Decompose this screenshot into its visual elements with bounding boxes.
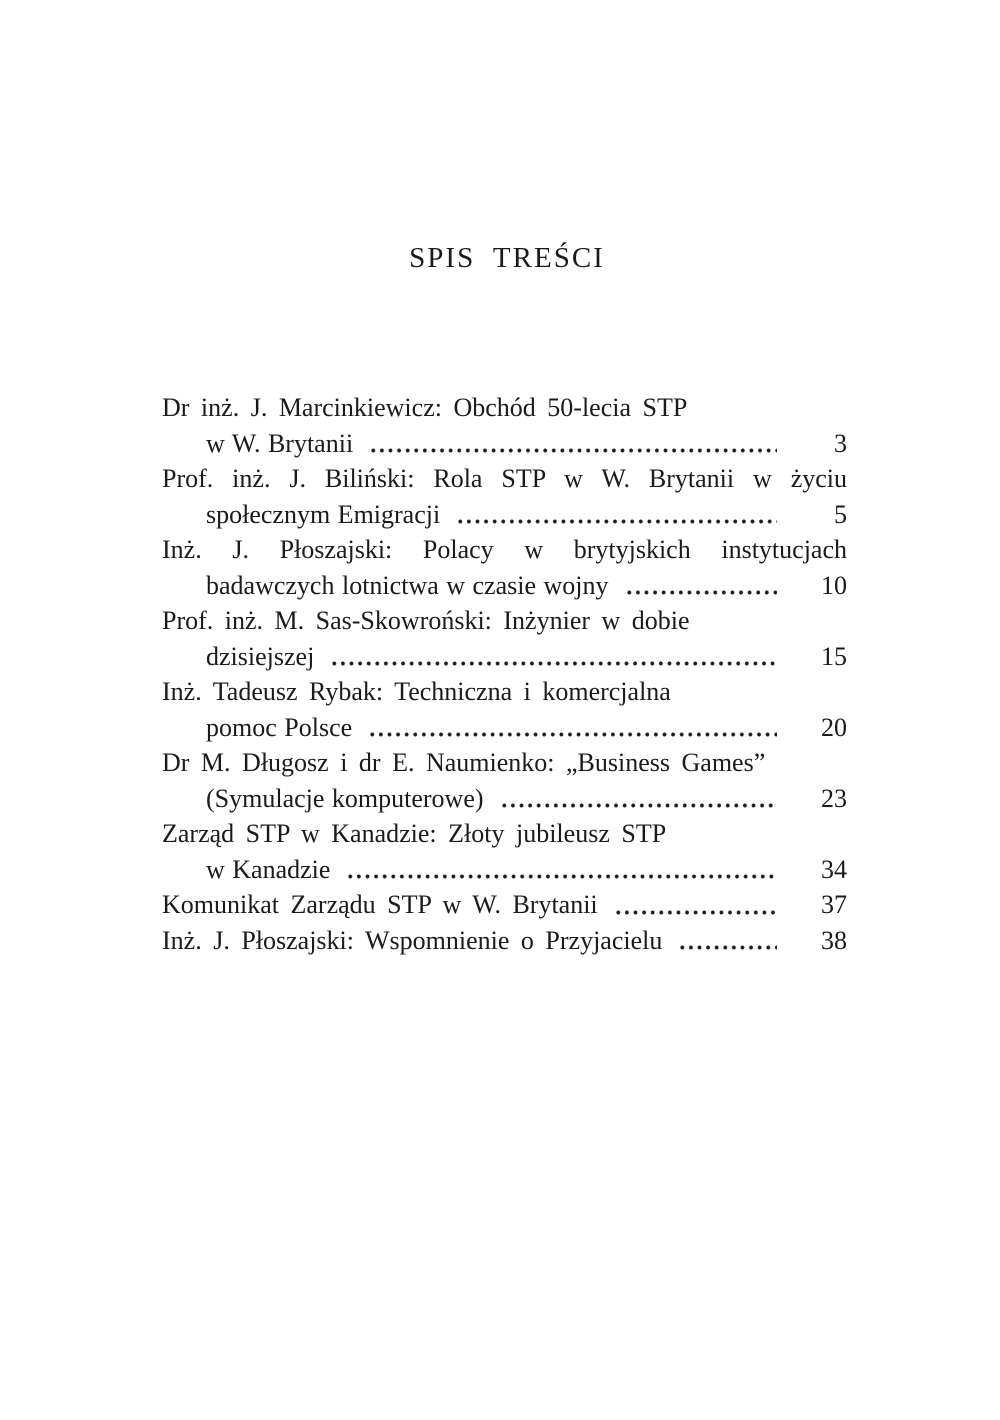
page-number: 37	[821, 890, 847, 919]
toc-entry-text: w W. Brytanii	[206, 428, 354, 458]
toc-entry-text: Inż. J. Płoszajski: Wspomnienie o Przyjacielu	[162, 925, 663, 955]
dot-leader	[344, 852, 777, 888]
toc-entry-text: Zarząd STP w Kanadzie: Złoty jubileusz STP	[162, 819, 667, 848]
dot-leader	[676, 923, 777, 959]
toc-line	[162, 426, 847, 462]
dot-leader	[623, 568, 777, 604]
toc-entry-text: społecznym Emigracji	[206, 499, 441, 529]
dot-leader	[367, 426, 777, 462]
dot-leader	[498, 781, 777, 817]
toc-line	[162, 568, 847, 604]
toc-entry-text: Dr M. Długosz i dr E. Naumienko: „Business Games”	[162, 748, 766, 777]
toc-entry-text: badawczych lotnictwa w czasie wojny	[206, 570, 609, 600]
toc-entry-text: Prof. inż. J. Biliński: Rola STP w W. Brytanii w życiu	[162, 464, 847, 493]
toc-entry-text: Komunikat Zarządu STP w W. Brytanii	[162, 890, 598, 919]
dot-leader	[328, 639, 777, 675]
toc-line	[162, 674, 847, 710]
page-number: 23	[821, 783, 847, 813]
toc-line	[162, 532, 847, 568]
toc-line	[162, 923, 847, 959]
dot-leader	[612, 887, 777, 923]
toc-entry-text: dzisiejszej	[206, 641, 315, 671]
page-number: 34	[821, 854, 847, 884]
toc-entry-text: Dr inż. J. Marcinkiewicz: Obchód 50-lecia STP	[162, 393, 688, 422]
page-number: 15	[821, 641, 847, 671]
page-number: 10	[821, 570, 847, 600]
table-of-contents	[162, 390, 847, 958]
toc-line	[162, 745, 847, 781]
dot-leader	[454, 497, 777, 533]
toc-entry-text: (Symulacje komputerowe)	[206, 783, 484, 813]
toc-line	[162, 852, 847, 888]
page-number: 3	[834, 428, 847, 458]
toc-entry-text: Prof. inż. M. Sas-Skowroński: Inżynier w dobie	[162, 606, 690, 635]
page-number: 5	[834, 499, 847, 529]
dot-leader	[366, 710, 777, 746]
toc-line	[162, 781, 847, 817]
toc-line	[162, 461, 847, 497]
toc-entry-text: pomoc Polsce	[206, 712, 353, 742]
page-title: SPIS TREŚCI	[409, 242, 605, 274]
toc-line	[162, 497, 847, 533]
toc-entry-text: w Kanadzie	[206, 854, 331, 884]
toc-line	[162, 816, 847, 852]
toc-line	[162, 639, 847, 675]
toc-line	[162, 603, 847, 639]
toc-entry-text: Inż. J. Płoszajski: Polacy w brytyjskich instytucjach	[162, 535, 847, 564]
page-number: 38	[821, 925, 847, 955]
toc-line	[162, 710, 847, 746]
page-number: 20	[821, 712, 847, 742]
toc-entry-text: Inż. Tadeusz Rybak: Techniczna i komercjalna	[162, 677, 671, 706]
toc-line	[162, 887, 847, 923]
toc-line	[162, 390, 847, 426]
